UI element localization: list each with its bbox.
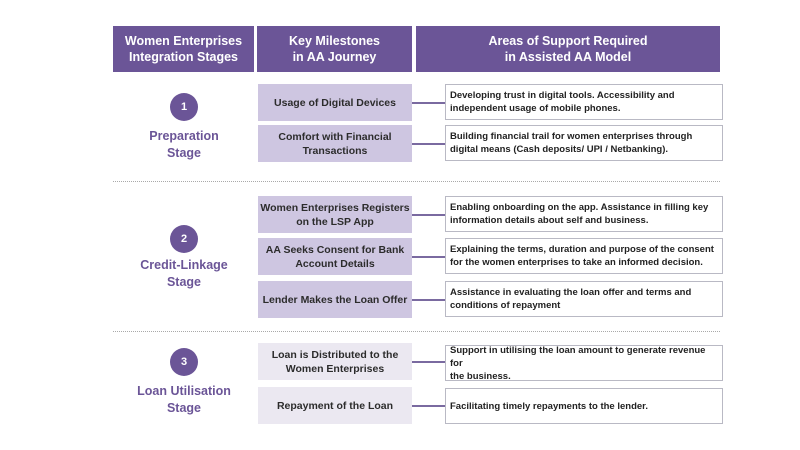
stage-divider [113,331,720,332]
stage-1-title: Preparation Stage [149,129,219,160]
milestone-registers-on-lsp-app: Women Enterprises Registers on the LSP App [258,196,412,233]
support-onboarding: Enabling onboarding on the app. Assistance in filling key information details about self and business. [445,196,723,232]
milestone-loan-distributed: Loan is Distributed to the Women Enterprises [258,343,412,380]
support-consent-terms: Explaining the terms, duration and purpose of the consent for the women enterprises to take an informed decision. [445,238,723,274]
connector-line [412,143,446,145]
support-timely-repayments: Facilitating timely repayments to the lender. [445,388,723,424]
connector-line [412,299,446,301]
support-evaluate-loan-offer: Assistance in evaluating the loan offer and terms and conditions of repayment [445,281,723,317]
milestone-comfort-financial-transactions: Comfort with Financial Transactions [258,125,412,162]
connector-line [412,214,446,216]
support-digital-trust: Developing trust in digital tools. Accessibility and independent usage of mobile phones. [445,84,723,120]
milestone-usage-of-digital-devices: Usage of Digital Devices [258,84,412,121]
stage-2-number-badge: 2 [170,225,198,253]
milestone-repayment: Repayment of the Loan [258,387,412,424]
connector-line [412,405,446,407]
stage-2-title: Credit-Linkage Stage [140,258,228,289]
stage-1-number-badge: 1 [170,93,198,121]
header-key-milestones: Key Milestones in AA Journey [257,26,412,72]
connector-line [412,256,446,258]
support-loan-utilisation: Support in utilising the loan amount to generate revenue for the business. [445,345,723,381]
stage-3-title: Loan Utilisation Stage [137,384,231,415]
connector-line [412,361,446,363]
header-areas-of-support: Areas of Support Required in Assisted AA Model [416,26,720,72]
stage-divider [113,181,720,182]
header-integration-stages: Women Enterprises Integration Stages [113,26,254,72]
stage-3-number-badge: 3 [170,348,198,376]
support-financial-trail: Building financial trail for women enterprises through digital means (Cash deposits/ UPI / Netbanking). [445,125,723,161]
connector-line [412,102,446,104]
milestone-aa-seeks-consent: AA Seeks Consent for Bank Account Details [258,238,412,275]
milestone-loan-offer: Lender Makes the Loan Offer [258,281,412,318]
